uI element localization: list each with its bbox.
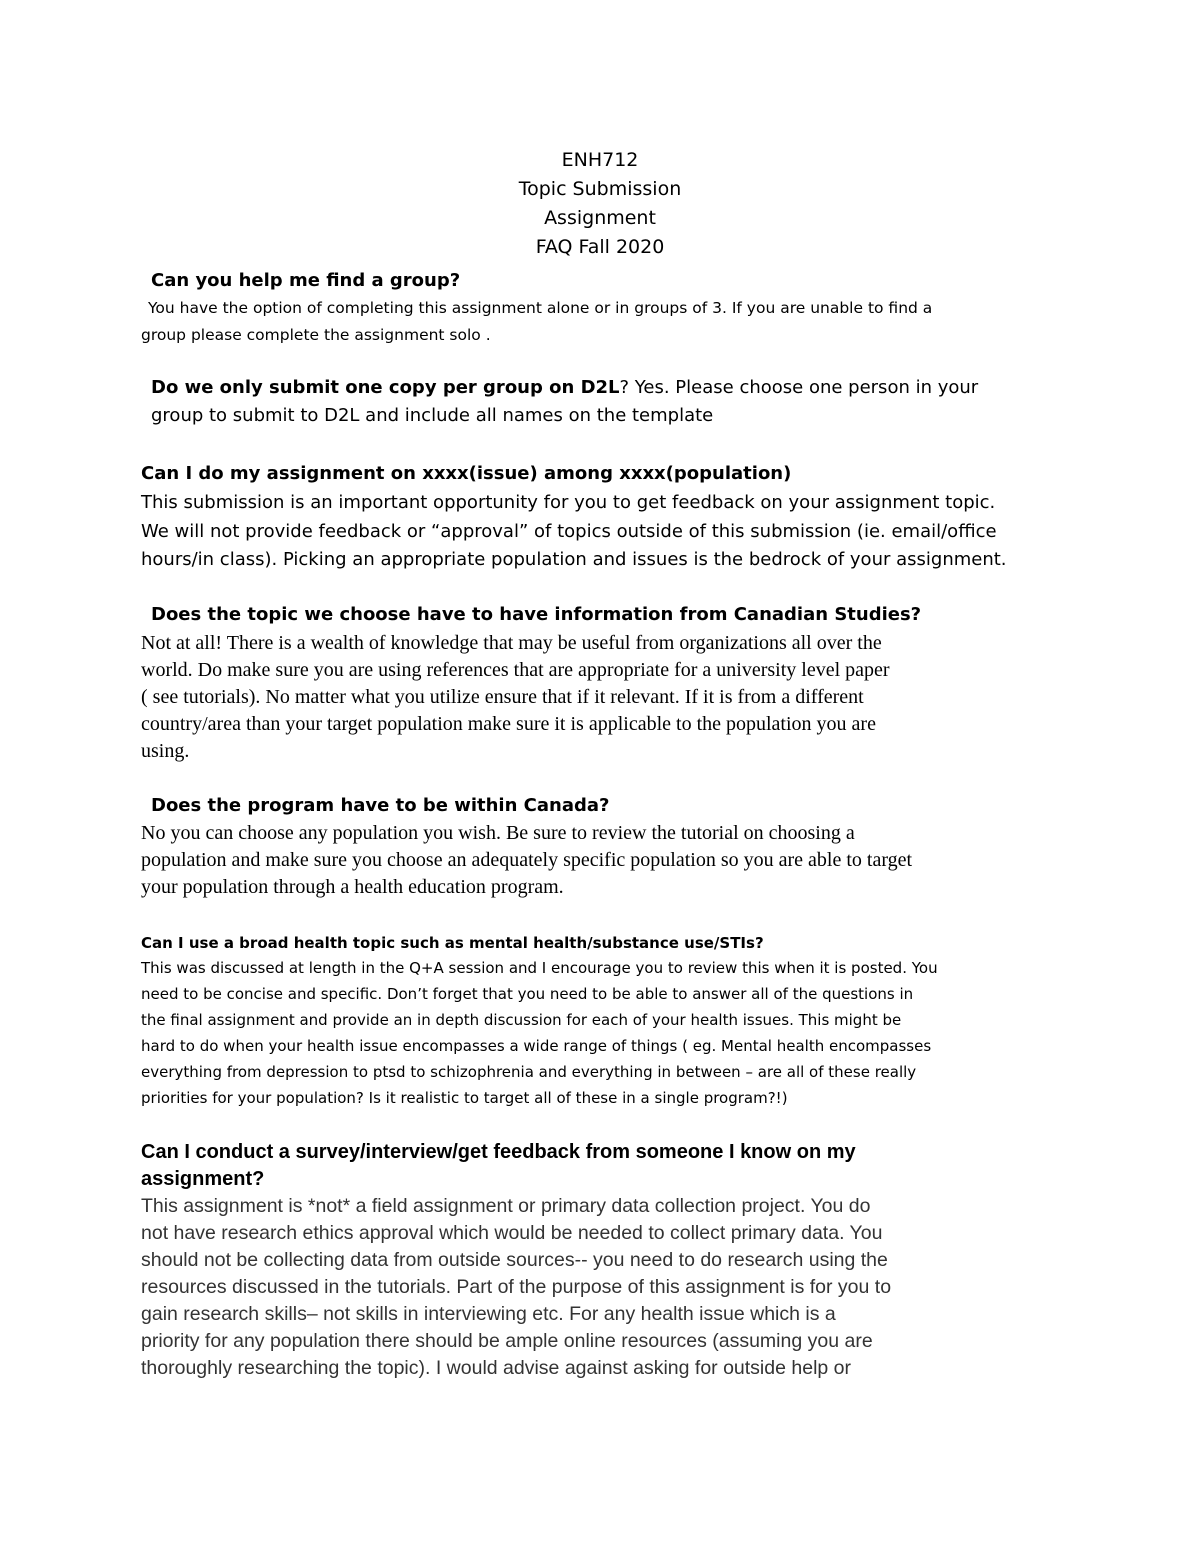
faq-answer-5-line-1: No you can choose any population you wish. Be sure to review the tutorial on choosing a (141, 822, 855, 844)
faq-question-6: Can I use a broad health topic such as mental health/substance use/STIs? (141, 934, 764, 952)
faq-answer-3-line-3: hours/in class). Picking an appropriate population and issues is the bedrock of your assignment. (141, 549, 1007, 570)
faq-answer-2-inline: ? Yes. Please choose one person in your (619, 377, 979, 398)
document-title-block (0, 146, 1200, 262)
faq-answer-4-line-2: world. Do make sure you are using references that are appropriate for a university level paper (141, 659, 890, 681)
faq-answer-2-line-2: group to submit to D2L and include all names on the template (151, 405, 714, 426)
faq-answer-7-line-2: not have research ethics approval which would be needed to collect primary data. You (141, 1222, 883, 1244)
faq-answer-6-line-3: the final assignment and provide an in depth discussion for each of your health issues. This might be (141, 1011, 902, 1029)
faq-answer-1-line-1: You have the option of completing this assignment alone or in groups of 3. If you are unable to find a (148, 299, 933, 317)
faq-answer-4-line-4: country/area than your target population make sure it is applicable to the population you are (141, 713, 876, 735)
faq-answer-7-line-1: This assignment is *not* a field assignment or primary data collection project. You do (141, 1195, 871, 1217)
faq-item-2-line-1 (151, 377, 978, 398)
faq-question-3: Can I do my assignment on xxxx(issue) among xxxx(population) (141, 463, 792, 484)
faq-answer-4-line-3: ( see tutorials). No matter what you utilize ensure that if it relevant. If it is from a different (141, 686, 864, 708)
faq-answer-6-line-2: need to be concise and specific. Don’t forget that you need to be able to answer all of the questions in (141, 985, 914, 1003)
faq-answer-5-line-2: population and make sure you choose an adequately specific population so you are able to target (141, 849, 913, 871)
faq-answer-6-line-6: priorities for your population? Is it realistic to target all of these in a single program?!) (141, 1089, 788, 1107)
faq-answer-6-line-5: everything from depression to ptsd to schizophrenia and everything in between – are all of these really (141, 1063, 917, 1081)
course-code: ENH712 (561, 149, 639, 171)
faq-answer-4-line-5: using. (141, 740, 190, 762)
faq-answer-3-line-1: This submission is an important opportunity for you to get feedback on your assignment topic. (141, 492, 996, 513)
faq-answer-7-line-3: should not be collecting data from outside sources-- you need to do research using the (141, 1249, 888, 1271)
faq-answer-6-line-1: This was discussed at length in the Q+A session and I encourage you to review this when it is posted. You (141, 959, 938, 977)
faq-question-2: Do we only submit one copy per group on D2L (151, 377, 620, 398)
title-line-3: Assignment (544, 207, 656, 229)
faq-answer-4-line-1: Not at all! There is a wealth of knowledge that may be useful from organizations all over the (141, 632, 882, 654)
faq-question-4: Does the topic we choose have to have information from Canadian Studies? (151, 604, 922, 625)
faq-answer-6-line-4: hard to do when your health issue encompasses a wide range of things ( eg. Mental health encompasses (141, 1037, 932, 1055)
faq-question-7-line-1: Can I conduct a survey/interview/get feedback from someone I know on my (141, 1141, 856, 1163)
title-line-2: Topic Submission (518, 178, 682, 200)
faq-question-7-line-2: assignment? (141, 1168, 265, 1190)
faq-question-5: Does the program have to be within Canada? (151, 795, 610, 816)
faq-question-1: Can you help me find a group? (151, 270, 461, 291)
faq-answer-3-line-2: We will not provide feedback or “approval” of topics outside of this submission (ie. email/office (141, 521, 997, 542)
faq-answer-1-line-2: group please complete the assignment solo . (141, 326, 491, 344)
faq-answer-7-line-5: gain research skills– not skills in interviewing etc. For any health issue which is a (141, 1303, 836, 1325)
faq-answer-5-line-3: your population through a health education program. (141, 876, 564, 898)
title-line-4: FAQ Fall 2020 (535, 236, 665, 258)
faq-answer-7-line-6: priority for any population there should be ample online resources (assuming you are (141, 1330, 873, 1352)
faq-answer-7-line-4: resources discussed in the tutorials. Part of the purpose of this assignment is for you to (141, 1276, 892, 1298)
faq-answer-7-line-7: thoroughly researching the topic). I would advise against asking for outside help or (141, 1357, 851, 1379)
